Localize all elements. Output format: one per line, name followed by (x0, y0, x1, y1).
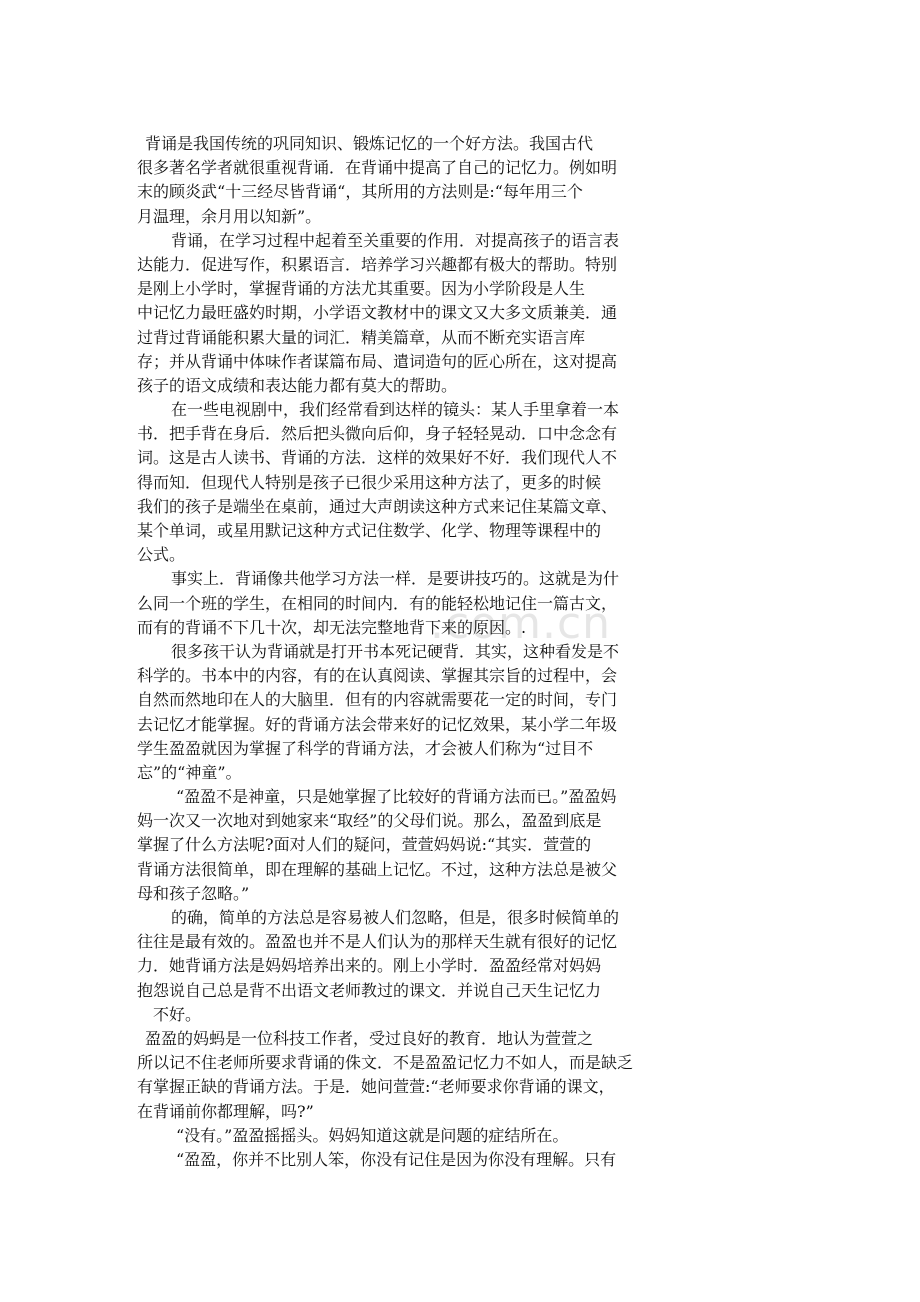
text-line: 月温理，余月用以知新”。 (137, 206, 322, 226)
text-line: 末的顾炎武“十三经尽皆背诵“，其所用的方法则是:“每年用三个 (137, 182, 583, 202)
text-line: 学生盈盈就因为掌握了科学的背诵方法，才会被人们称为“过目不 (137, 738, 594, 758)
text-line: 盈盈的妈蚂是一位科技工作者，受过良好的教育．地认为萱萱之 (145, 1028, 594, 1048)
text-line: 在背诵前你都理解，吗?” (137, 1101, 314, 1121)
text-line: 某个单词，或星用默记这种方式记住数学、化学、物理等课程中的 (137, 521, 602, 540)
text-line: 而有的背诵不下几十次，却无法完整地背下来的原因。. (137, 617, 527, 637)
text-line: 词。这是古人读书、背诵的方法．这样的效果好不好．我们现代人不 (137, 448, 618, 468)
watermark: .com.cn (430, 598, 612, 649)
text-line: 是刚上小学时，掌握背诵的方法尤其重要。因为小学阶段是人生 (137, 279, 586, 299)
text-line: “盈盈，你并不比别人笨，你没有记住是因为你没有理解。只有 (176, 1149, 617, 1169)
text-line: 很多孩干认为背诵就是打开书本死记硬背．其实，这种看发是不 (171, 641, 620, 661)
text-line: 书．把手背在身后．然后把头微向后仰，身子轻轻晃动．口中念念有 (137, 424, 618, 444)
text-line: 所以记不住老师所要求背诵的侏文．不是盈盈记忆力不如人，而是缺乏 (137, 1053, 634, 1073)
text-line: 抱怨说自己总是背不出语文老师教过的课文．并说自己天生记忆力 (137, 980, 602, 1000)
text-line: 背诵是我国传统的巩同知识、锻炼记忆的一个好方法。我国古代 (145, 134, 594, 153)
text-line: 背诵方法很简单，即在理解的基础上记忆。不过，这种方法总是被父 (137, 859, 618, 879)
text-line: 往往是最有效的。盈盈也并不是人们认为的那样天生就有很好的记忆 (137, 932, 618, 952)
text-line: 妈一次又一次地对到她家来“取经”的父母们说。那么，盈盈到底是 (137, 811, 602, 831)
text-line: 自然而然地印在人的大脑里．但有的内容就需要花一定的时间，专门 (137, 690, 618, 710)
text-line: 掌握了什么方法呢?面对人们的疑问，萱萱妈妈说:“其实．萱萱的 (137, 835, 592, 855)
text-line: 过背过背诵能积累大量的词汇．精美篇章，从而不断充实语言库 (137, 327, 586, 347)
text-line: 忘”的“神童”。 (137, 762, 242, 782)
text-line: 孩子的语文成绩和表达能力都有莫大的帮助。 (137, 375, 458, 395)
text-line: 中记忆力最旺盛妁时期，小学语文教材中的课文又大多文质兼美．通 (137, 303, 618, 323)
text-line: “盈盈不是神童，只是她掌握了比较好的背诵方法而已。”盈盈妈 (176, 787, 617, 807)
text-line: 有掌握正缺的背诵方法。于是．她问萱萱:“老师要求你背诵的课文， (137, 1077, 615, 1097)
text-line: 在一些电视剧中，我们经常看到达样的镜头：某人手里拿着一本 (171, 400, 620, 420)
text-line: 的确，简单的方法总是容易被人们忽略，但是，很多时候简单的 (171, 908, 620, 927)
text-line: 么同一个班的学生，在相同的时间内．有的能轻松地记住一篇古文， (137, 593, 618, 613)
text-line: 达能力．促进写作，积累语言．培养学习兴趣都有极大的帮助。特别 (137, 254, 618, 274)
text-line: 公式。 (137, 545, 186, 565)
text-line: 力．她背诵方法是妈妈培养出来的。刚上小学时．盈盈经常对妈妈 (137, 956, 602, 976)
text-line: 科学的。书本中的内容，有的在认真阅读、掌握其宗旨的过程中，会 (137, 666, 618, 686)
text-line: 背诵，在学习过程中起着至关重要的作用．对提高孩子的语言表 (171, 230, 620, 250)
text-line: 不好。 (153, 1004, 202, 1024)
text-line: 我们的孩子是端坐在桌前，通过大声朗读这种方式来记住某篇文章、 (137, 496, 618, 516)
text-line: 母和孩子忽略。” (137, 883, 250, 903)
text-line: 去记忆才能掌握。好的背诵方法会带来好的记忆效果，某小学二年圾 (137, 714, 618, 734)
text-line: 事实上．背诵像共他学习方法一样．是要讲技巧的。这就是为什 (171, 569, 620, 589)
text-line: 得而知．但现代人特别是孩子已很少采用这种方法了，更多的时候 (137, 472, 602, 492)
text-line: “没有。”盈盈摇摇头。妈妈知道这就是问题的症结所在。 (176, 1125, 569, 1145)
text-line: 很多著名学者就很重视背诵．在背诵中提高了自己的记忆力。例如明 (137, 158, 618, 178)
text-line: 存；并从背诵中体味作者谋篇布局、遣词造句的匠心所在，这对提高 (137, 351, 618, 371)
article-body (137, 132, 657, 1172)
